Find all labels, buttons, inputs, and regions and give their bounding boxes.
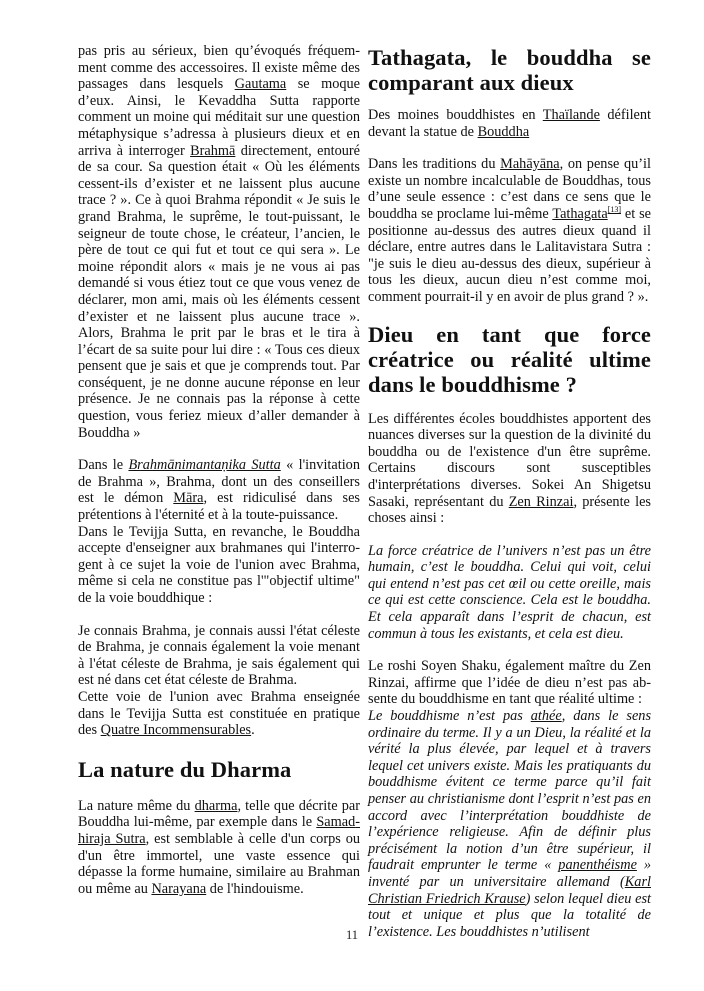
page-number: 11: [345, 928, 359, 942]
quote-soyen-shaku: Le bouddhisme n’est pas athée, dans le sens ordinaire du terme. Il y a un Dieu, la réalité et la vérité la plus élevée, par lequel et à travers lequel cet univers existe. Mais les pratiquants du bouddhisme évitent ce terme parce qu’il fait penser au christianisme dont l’esprit n’est pas en accord avec l’interprétation bouddhiste de l’expérience religieuse. Afin de définir plus précisément la notion d’un être supérieur, il faudrait emprunter le terme « panenthéisme » inventé par un universitaire allemand (Karl Christian Friedrich Krause) selon lequel dieu est tout et unique et plus que la totalité de l’existence. Les bouddhistes n’utilisent: [368, 708, 652, 940]
link-dharma[interactable]: dharma: [194, 797, 238, 814]
link-mahayana[interactable]: Mahāyāna: [500, 156, 560, 173]
quote-sasaki: La force créatrice de l’univers n’est pas un être humain, c’est le bouddha. Celui qui voit, celui qui entend n’est pas cet œil ou cette oreille, mais ce qui est cette conscience. Cela est le bouddha. Et cela apparaît dans l’esprit de chacun, est commun à tous les existants, et cela est dieu.: [368, 542, 651, 642]
right-column: [368, 43, 651, 940]
footnote-ref-13[interactable]: [13]: [607, 205, 622, 215]
spacer: [78, 607, 360, 623]
link-samadhiraja-sutra[interactable]: Samadhiraja Sutra: [78, 814, 360, 847]
link-brahma[interactable]: Brahmā: [190, 142, 236, 159]
heading-dieu-force-creatrice: Dieu en tant que force créatrice ou réalité ultime dans le bouddhisme ?: [368, 321, 651, 397]
spacer: [78, 441, 360, 457]
link-zen-rinzai[interactable]: Zen Rinzai: [508, 493, 574, 510]
paragraph-brahmanimantanika: Dans le Brahmānimantaṇika Sutta « l'invitation de Brahma », Brahma, dont un des conseillers est le démon Māra, est ridiculisé dans ses prétentions à l'éternité et à la toute-puissance.: [78, 457, 360, 524]
link-narayana[interactable]: Narayana: [151, 880, 207, 897]
link-mara[interactable]: Māra: [173, 490, 204, 507]
spacer: [368, 527, 651, 543]
paragraph-quote-brahma: Je connais Brahma, je connais aussi l'état céleste de Brahma, je connais également la voie menant à l'état céleste de Brahma, je sais également qui est né dans cet état céleste de Brahma.: [78, 622, 360, 689]
link-tathagata[interactable]: Tathagata: [552, 205, 608, 222]
link-krause[interactable]: Karl Christian Friedrich Krause: [368, 873, 651, 907]
spacer: [368, 642, 651, 658]
paragraph-dharma: La nature même du dharma, telle que décrite par Bouddha lui-même, par exemple dans le Samadhiraja Sutra, est semblable à celle d'un corps ou d'un être immortel, une vaste essence qui dépasse la forme humaine, similaire au Brahman ou même au Narayana de l'hindouisme.: [78, 797, 360, 897]
paragraph-brahma-story: pas pris au sérieux, bien qu’évoqués fréquemment comme des accessoires. Il existe même des passages dans lesquels Gautama se moque d’eux. Ainsi, le Kevaddha Sutta rapporte comment un moine qui méditait sur une question métaphysique s’adressa à plusieurs dieux et en arriva à interroger Brahmā directement, entouré de sa cour. Sa question était « Où les éléments cessent-ils d’exister et ne laissent plus aucune trace ? ». Ce à quoi Brahma répondit « Je suis le grand Brahma, le suprême, le tout-puissant, le seigneur de toute chose, le créateur, l’ancien, le père de tout ce qui fut et tout ce qui sera ». Le moine répondit alors « mais je ne vous ai pas demandé si vous étiez tout ce que vous venez de déclarer, mon ami, mais où les éléments cessent d’exister et ne laissent plus aucune trace ». Alors, Brahma le prit par le bras et le tira à l’écart de sa suite pour lui dire : « Tous ces dieux pensent que je sais et que je comprends tout. Par conséquent, je ne donne aucune réponse en leur présence. Je ne connais pas la réponse à cette question, vous feriez mieux d’aller demander à Bouddha »: [78, 43, 360, 441]
link-gautama[interactable]: Gautama: [234, 76, 287, 93]
link-panentheisme[interactable]: panenthéisme: [558, 857, 637, 874]
paragraph-mahayana: Dans les traditions du Mahāyāna, on pense qu’il existe un nombre incalculable de Bouddhas, tous d’une seule essence : c’est dans ce sens que le bouddha se proclame lui-même Tathagata[13] et se positionne au-dessus des autres dieux quand il déclare, entre autres dans le Lalitavistara Sutra : "je suis le dieu au-dessus des dieux, supérieur à tous les dieux, aucun dieu n’est comme moi, comment pourrait-il y en avoir de plus grand ? ».: [368, 156, 651, 305]
link-quatre-incommensurables[interactable]: Quatre Incommensurables: [100, 722, 252, 739]
paragraph-tevijja: Dans le Tevijja Sutta, en revanche, le Bouddha accepte d'enseigner aux brahmanes qui l'interrogent à ce sujet la voie de l'union avec Brahma, même si cela ne constitue pas l'"objectif ultime" de la voie bouddhique :: [78, 523, 360, 606]
paragraph-ecoles: Les différentes écoles bouddhistes apportent des nuances diverses sur la question de la divinité du bouddha ou de l'existence d'un être suprême. Certains discours sont susceptibles d'interprétations diverses. Sokei An Shigetsu Sasaki, représentant du Zen Rinzai, présente les choses ainsi :: [368, 410, 651, 527]
left-column: [78, 43, 360, 897]
image-caption: Des moines bouddhistes en Thaïlande défilent devant la statue de Bouddha: [368, 107, 652, 140]
heading-tathagata: Tathagata, le bouddha se comparant aux dieux: [368, 45, 651, 95]
heading-nature-dharma: La nature du Dharma: [78, 756, 292, 782]
paragraph-soyen-shaku: Le roshi Soyen Shaku, également maître du Zen Rinzai, affirme que l’idée de dieu n’est pas absente du bouddhisme en tant que réalité ultime :: [368, 658, 651, 708]
link-thailande[interactable]: Thaïlande: [542, 107, 600, 123]
paragraph-incommensurables: Cette voie de l'union avec Brahma enseignée dans le Tevijja Sutta est constituée en pratique des Quatre Incommensurables.: [78, 688, 360, 739]
spacer: [368, 140, 651, 156]
link-bouddha[interactable]: Bouddha: [477, 123, 530, 140]
link-athee[interactable]: athée: [530, 708, 562, 725]
link-brahmanimantanika-sutta[interactable]: Brahmānimantaṇika Sutta: [128, 457, 281, 474]
